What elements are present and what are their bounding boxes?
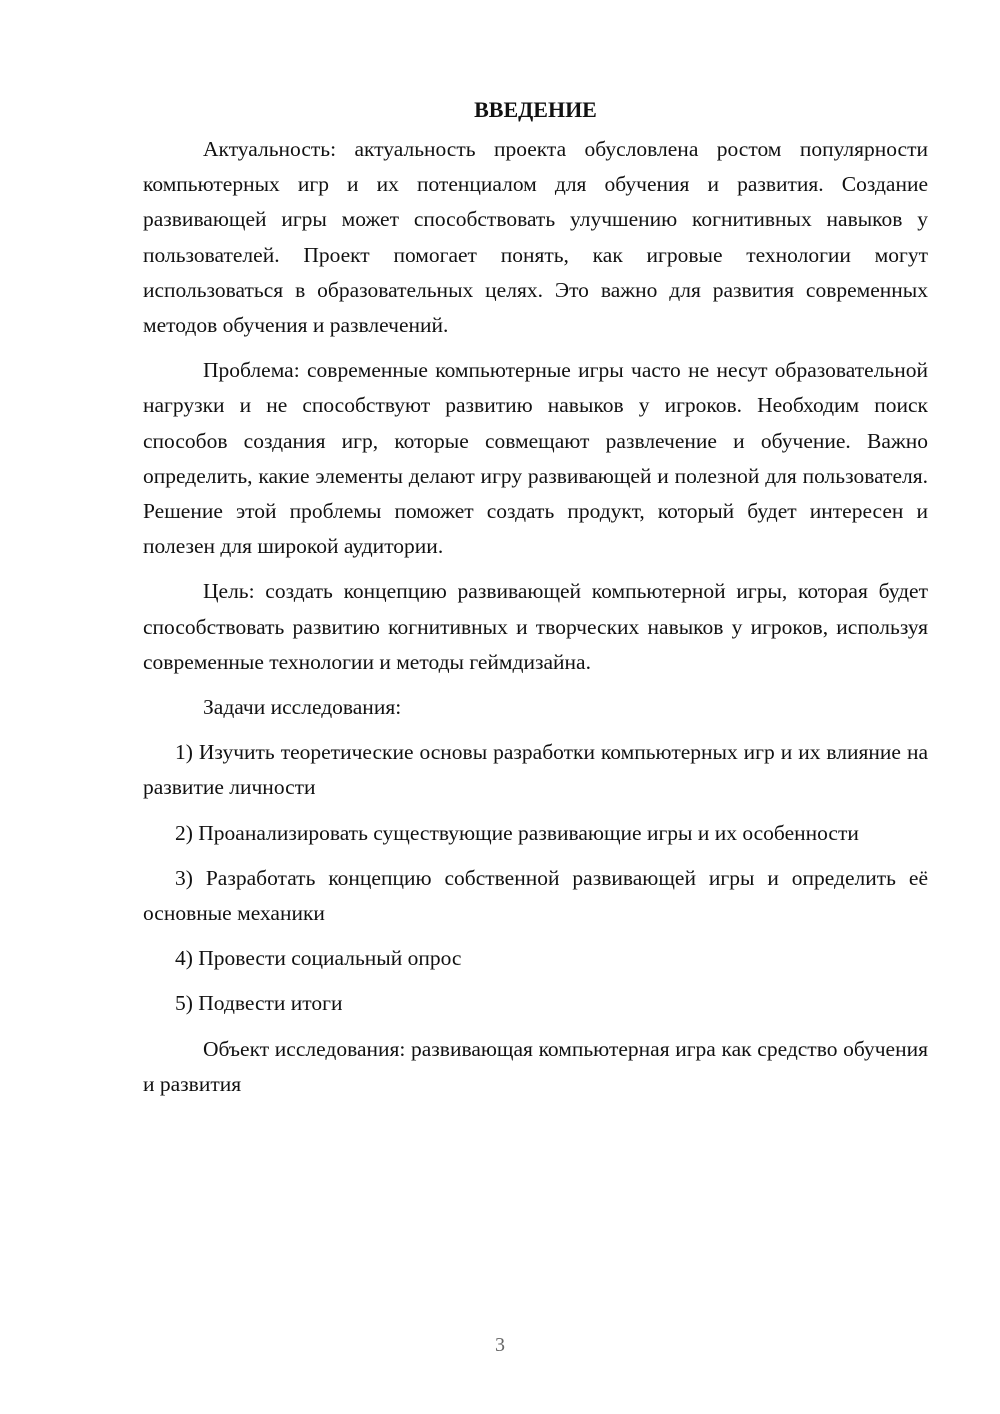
paragraph-relevance: Актуальность: актуальность проекта обусловлена ростом популярности компьютерных игр и их потенциалом для обучения и развития. Создание развивающей игры может способствовать улучшению когнитивных навыков у пользователей. Проект помогает понять, как игровые технологии могут использоваться в образовательных целях. Это важно для развития современных методов обучения и развлечений. (143, 137, 928, 338)
paragraph-problem: Проблема: современные компьютерные игры часто не несут образовательной нагрузки и не способствуют развитию навыков у игроков. Необходим поиск способов создания игр, которые совмещают развлечение и обучение. Важно определить, какие элементы делают игру развивающей и полезной для пользователя. Решение этой проблемы поможет создать продукт, который будет интересен и полезен для широкой аудитории. (143, 358, 928, 559)
task-item-3: 3) Разработать концепцию собственной развивающей игры и определить её основные механики (143, 865, 928, 926)
page-number: 3 (495, 1334, 505, 1356)
paragraph-object: Объект исследования: развивающая компьютерная игра как средство обучения и развития (143, 1036, 928, 1096)
task-item-5: 5) Подвести итоги (175, 991, 343, 1016)
document-page (143, 92, 928, 1112)
task-item-1: 1) Изучить теоретические основы разработки компьютерных игр и их влияние на развитие личности (143, 740, 928, 800)
paragraph-goal: Цель: создать концепцию развивающей компьютерной игры, которая будет способствовать развитию когнитивных и творческих навыков у игроков, используя современные технологии и методы геймдизайна. (143, 579, 928, 674)
document-title: ВВЕДЕНИЕ (474, 97, 597, 122)
task-item-2: 2) Проанализировать существующие развивающие игры и их особенности (175, 820, 859, 845)
task-item-4: 4) Провести социальный опрос (175, 946, 462, 971)
tasks-heading: Задачи исследования: (203, 695, 402, 720)
